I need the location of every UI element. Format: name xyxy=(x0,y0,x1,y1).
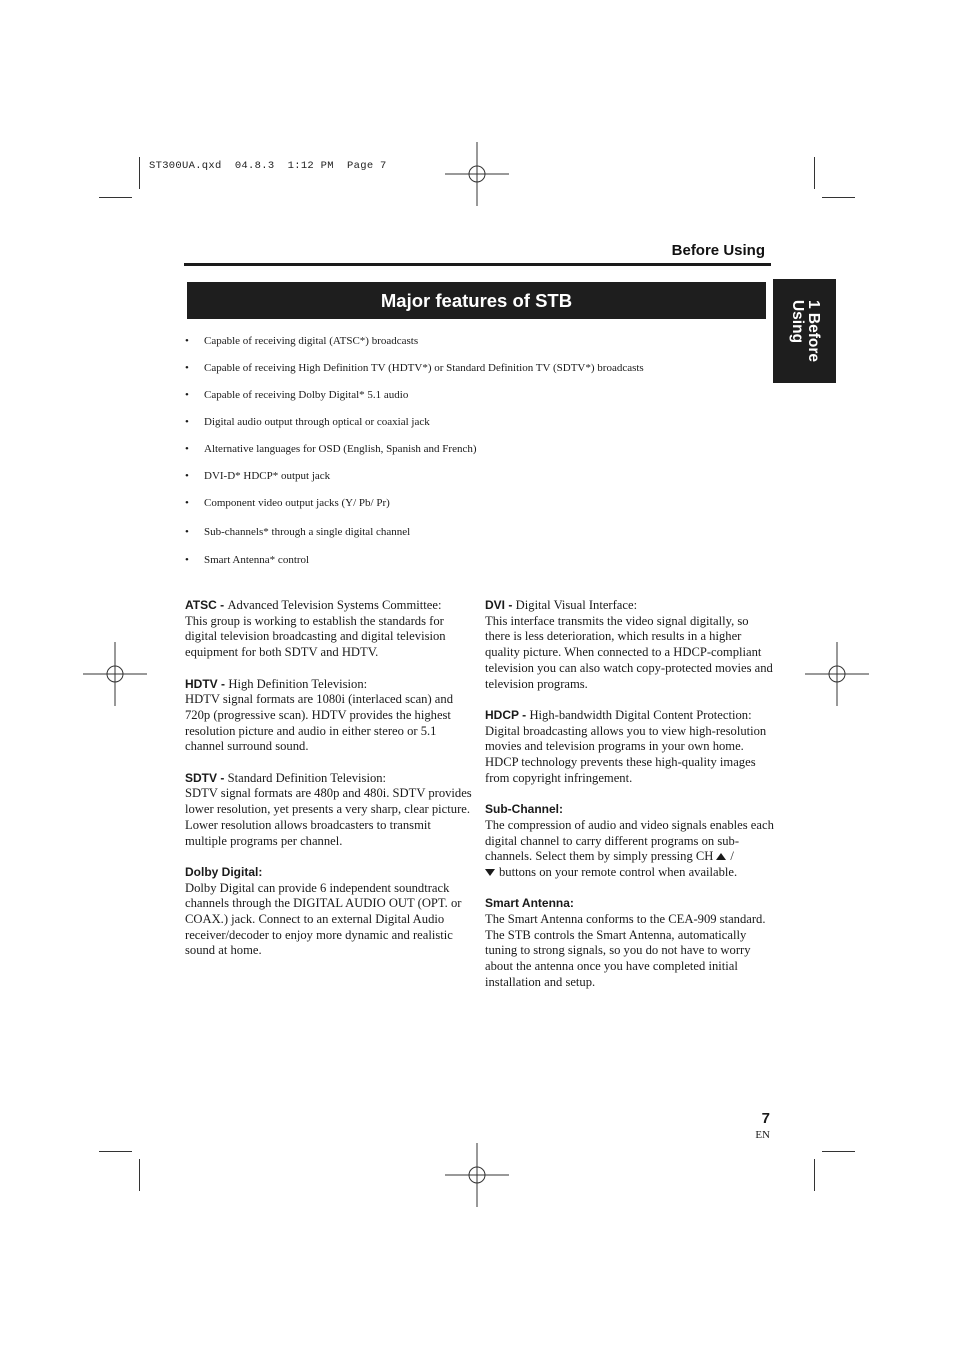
page-title-banner xyxy=(187,282,766,319)
glossary-term: SDTV - xyxy=(185,770,228,785)
glossary-lead: High-bandwidth Digital Content Protection: xyxy=(529,707,752,722)
glossary-entry-hdtv xyxy=(185,677,475,756)
page-number: 7 xyxy=(761,1110,770,1127)
list-item xyxy=(185,358,775,385)
crop-mark xyxy=(99,197,132,198)
glossary-left-column xyxy=(185,598,475,975)
glossary-lead: Advanced Television Systems Committee: xyxy=(227,598,442,612)
chapter-side-tab-line1: 1 Before xyxy=(804,299,822,363)
arrow-up-icon xyxy=(716,853,726,860)
glossary-term: HDTV - xyxy=(185,676,229,691)
registration-mark-icon xyxy=(445,1143,509,1207)
crop-mark xyxy=(139,1159,140,1191)
glossary-lead: Standard Definition Television: xyxy=(227,770,387,785)
glossary-entry-hdcp xyxy=(485,708,775,787)
registration-mark-icon xyxy=(805,642,869,706)
bullet-icon: • xyxy=(185,554,189,566)
glossary-term: HDCP - xyxy=(485,707,530,722)
bullet-icon: • xyxy=(185,470,189,482)
glossary-entry-dolby xyxy=(185,865,475,959)
glossary-term: Sub-Channel: xyxy=(485,802,563,817)
glossary-entry-subchannel xyxy=(485,802,775,881)
glossary-slash: / xyxy=(730,849,734,864)
crop-mark xyxy=(822,1151,855,1152)
list-item xyxy=(185,466,775,493)
glossary-body: Digital broadcasting allows you to view high-resolution movies and television programs in your own home. HDCP technology prevents these high-quality images from copyright infringement. xyxy=(485,723,767,785)
glossary-entry-smart-antenna xyxy=(485,896,775,990)
glossary-lead: High Definition Television: xyxy=(228,676,368,691)
list-item xyxy=(185,439,775,466)
list-item xyxy=(185,331,775,358)
registration-mark-icon xyxy=(83,642,147,706)
glossary-body-cont: buttons on your remote control when available. xyxy=(499,864,738,879)
glossary-entry-dvi xyxy=(485,598,775,692)
crop-mark xyxy=(814,1159,815,1191)
feature-text: Component video output jacks (Y/ Pb/ Pr) xyxy=(204,497,390,509)
registration-mark-icon xyxy=(445,142,509,206)
language-code: EN xyxy=(755,1129,770,1141)
list-item xyxy=(185,385,775,412)
list-item xyxy=(185,412,775,439)
crop-mark xyxy=(99,1151,132,1152)
bullet-icon: • xyxy=(185,526,189,538)
feature-text: Digital audio output through optical or coaxial jack xyxy=(204,416,430,428)
bullet-icon: • xyxy=(185,497,189,509)
chapter-side-tab-line2: Using xyxy=(788,299,806,344)
glossary-body: HDTV signal formats are 1080i (interlaced scan) and 720p (progressive scan). HDTV provides the highest resolution picture and audio in either stereo or 5.1 channel surround sound. xyxy=(185,692,453,754)
glossary-term: Smart Antenna: xyxy=(485,896,574,911)
feature-list xyxy=(185,331,775,577)
chapter-side-tab-label xyxy=(789,300,821,362)
glossary-right-column xyxy=(485,598,775,1006)
header-rule xyxy=(184,263,771,266)
glossary-body: The Smart Antenna conforms to the CEA-909 standard. The STB controls the Smart Antenna, automatically tuning to strong signals, so you do not have to worry about the antenna once you have completed initial installation and setup. xyxy=(485,912,766,989)
glossary-lead: Digital Visual Interface: xyxy=(515,598,638,612)
list-item xyxy=(185,493,775,522)
feature-text: Sub-channels* through a single digital channel xyxy=(204,526,411,538)
feature-text: DVI-D* HDCP* output jack xyxy=(204,470,331,482)
feature-text: Alternative languages for OSD (English, Spanish and French) xyxy=(204,443,477,455)
feature-text: Capable of receiving Dolby Digital* 5.1 audio xyxy=(204,389,409,401)
glossary-body: SDTV signal formats are 480p and 480i. SDTV provides lower resolution, yet presents a very sharp, clear picture. Lower resolution allows broadcasters to transmit multiple programs per channel. xyxy=(185,786,472,848)
glossary-entry-sdtv xyxy=(185,771,475,850)
chapter-side-tab xyxy=(773,279,836,383)
list-item xyxy=(185,522,775,550)
bullet-icon: • xyxy=(185,335,189,347)
feature-text: Smart Antenna* control xyxy=(204,554,310,566)
crop-mark xyxy=(814,157,815,189)
glossary-body: The compression of audio and video signals enables each digital channel to carry different programs on sub-channels. Select them by simply pressing CH xyxy=(485,817,774,864)
feature-text: Capable of receiving High Definition TV (HDTV*) or Standard Definition TV (SDTV*) broadcasts xyxy=(204,362,644,374)
glossary-term: ATSC - xyxy=(185,598,228,612)
section-title: Before Using xyxy=(671,242,765,259)
arrow-down-icon xyxy=(485,869,495,876)
glossary-term: Dolby Digital: xyxy=(185,864,263,879)
crop-mark xyxy=(822,197,855,198)
glossary-body: This interface transmits the video signal digitally, so there is less deterioration, which results in a higher quality picture. When connected to a HDCP-compliant television you can also watch copy-protected movies and television programs. xyxy=(485,613,773,691)
glossary-body: This group is working to establish the standards for digital television broadcasting and digital television equipment for both SDTV and HDTV. xyxy=(185,613,446,660)
bullet-icon: • xyxy=(185,389,189,401)
bullet-icon: • xyxy=(185,416,189,428)
glossary-body: Dolby Digital can provide 6 independent soundtrack channels through the DIGITAL AUDIO OUT (OPT. or COAX.) jack. Connect to an external Digital Audio receiver/decoder to enjoy more dynamic and realistic sound at home. xyxy=(185,880,462,958)
feature-text: Capable of receiving digital (ATSC*) broadcasts xyxy=(204,335,419,347)
page-title: Major features of STB xyxy=(380,289,573,311)
crop-mark xyxy=(139,157,140,189)
bullet-icon: • xyxy=(185,362,189,374)
glossary-term: DVI - xyxy=(485,598,516,612)
glossary-entry-atsc xyxy=(185,598,475,661)
print-slug: ST300UA.qxd 04.8.3 1:12 PM Page 7 xyxy=(149,160,387,172)
list-item xyxy=(185,550,775,577)
bullet-icon: • xyxy=(185,443,189,455)
